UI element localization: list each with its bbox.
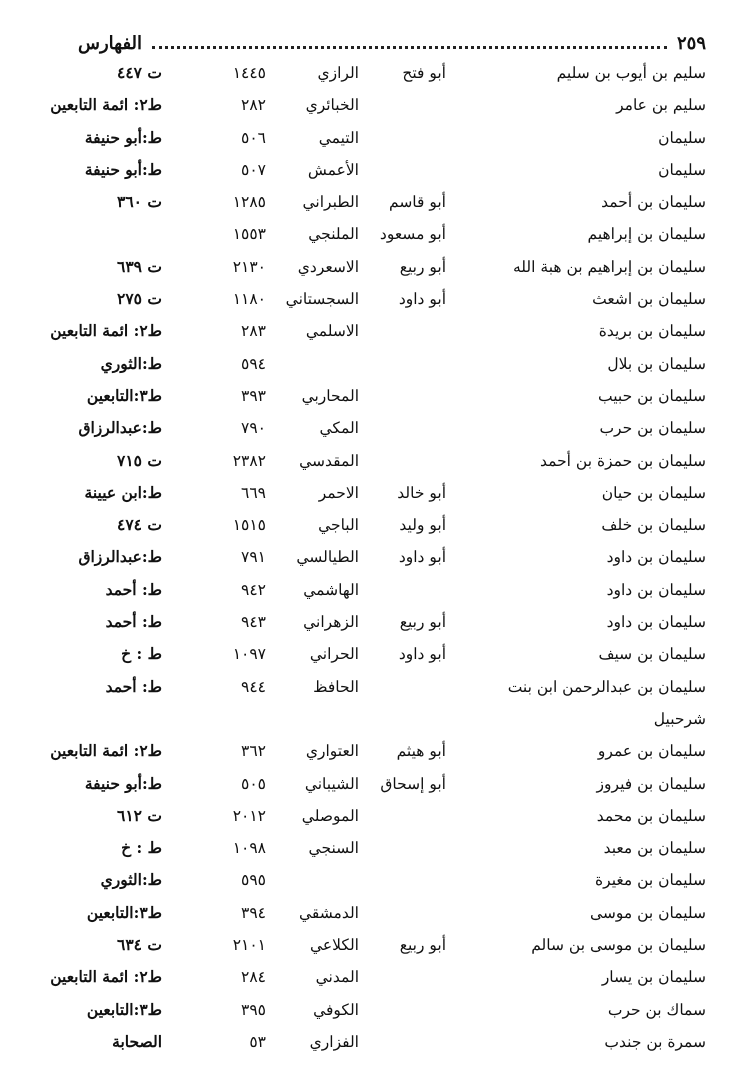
entry-reference: ت ٦١٢ (117, 805, 162, 825)
entry-nisba: السجستاني (285, 290, 359, 309)
entry-nisba: السنجي (308, 839, 359, 858)
index-row (0, 58, 744, 90)
entry-reference: ط: أحمد (105, 612, 162, 632)
entry-kunya: أبو وليد (399, 516, 446, 535)
entry-reference: ت ٣٦٠ (117, 192, 162, 212)
entry-kunya: أبو داود (398, 548, 446, 567)
entry-reference: ط : خ (121, 644, 162, 664)
entry-name: سليمان بن موسى (589, 903, 706, 922)
entry-number: ٢١٠١ (232, 936, 266, 955)
index-row (0, 90, 744, 122)
entry-reference: ط٢: ائمة التابعين (50, 741, 162, 761)
entry-name: سليمان بن حمزة بن أحمد (540, 451, 706, 470)
entry-nisba: الهاشمي (303, 580, 359, 599)
entry-number: ٩٤٣ (241, 613, 266, 632)
entry-nisba: الدمشقي (298, 903, 359, 922)
index-row (0, 510, 744, 542)
index-row (0, 284, 744, 316)
entry-reference: ط٢: ائمة التابعين (50, 95, 162, 115)
entry-number: ١٥١٥ (232, 516, 266, 535)
index-row (0, 736, 744, 768)
entry-name: سليمان بن اشعث (592, 290, 706, 309)
page-header (78, 28, 706, 58)
entry-nisba: التيمي (318, 128, 359, 147)
index-row (0, 769, 744, 801)
entry-kunya: أبو فتح (402, 64, 446, 82)
entry-reference: ط : خ (121, 838, 162, 858)
entry-number: ٥٠٦ (241, 128, 266, 147)
entry-name: سليمان (658, 160, 706, 179)
index-row (0, 252, 744, 284)
entry-name: سليمان بن عبدالرحمن ابن بنت (507, 677, 706, 696)
entry-nisba: الزهراني (303, 613, 359, 632)
index-row (0, 1027, 744, 1059)
entry-number: ٢٨٤ (241, 968, 266, 987)
entry-nisba: الشيباني (304, 774, 359, 793)
entry-name: سمرة بن جندب (604, 1032, 706, 1051)
entry-reference: ط٣:التابعين (86, 902, 162, 922)
entry-reference: ط٣:التابعين (86, 385, 162, 405)
index-row (0, 381, 744, 413)
entry-reference: ط:أبو حنيفة (84, 127, 162, 147)
entry-name: سليمان بن أحمد (601, 193, 706, 212)
entry-number: ٧٩١ (241, 548, 266, 567)
entry-nisba: الاسلمي (305, 322, 359, 341)
entry-kunya: أبو مسعود (379, 225, 446, 244)
entry-name: سليمان بن إبراهيم (587, 225, 706, 244)
entry-nisba: الموصلي (301, 806, 359, 825)
entry-nisba: المحاربي (301, 386, 359, 405)
entry-kunya: أبو خالد (397, 483, 446, 502)
entry-name: سليمان بن خلف (601, 516, 706, 535)
entry-reference: ط٣:التابعين (86, 999, 162, 1019)
entry-number: ٥٣ (249, 1032, 266, 1051)
index-row (0, 607, 744, 639)
entry-kunya: أبو ربيع (399, 936, 446, 955)
entry-reference: ط٢: ائمة التابعين (50, 321, 162, 341)
entry-number: ٥٠٥ (241, 774, 266, 793)
index-row (0, 865, 744, 897)
entry-name: سليمان بن مغيرة (595, 871, 706, 890)
entry-name: سليمان بن داود (606, 613, 706, 632)
entry-number: ٥٩٤ (241, 354, 266, 373)
entry-reference: ت ٧١٥ (117, 450, 162, 470)
entry-number: ٦٦٩ (241, 483, 266, 502)
entry-nisba: المكي (319, 419, 359, 438)
index-table (0, 58, 744, 1059)
entry-kunya: أبو إسحاق (380, 774, 446, 793)
entry-reference: ط:الثوري (100, 870, 162, 890)
index-row (0, 704, 744, 736)
entry-number: ١٠٩٨ (232, 839, 266, 858)
index-row (0, 930, 744, 962)
entry-name: سليمان بن بريدة (598, 322, 706, 341)
entry-number: ٩٤٢ (241, 580, 266, 599)
entry-kunya: أبو هيثم (396, 742, 446, 761)
entry-number: ١٠٩٧ (232, 645, 266, 664)
entry-nisba: الفزاري (309, 1032, 359, 1051)
entry-kunya: أبو داود (398, 645, 446, 664)
index-row (0, 219, 744, 251)
entry-reference: ط:الثوري (100, 353, 162, 373)
entry-nisba: الأعمش (307, 160, 359, 179)
entry-number: ٢١٣٠ (232, 257, 266, 276)
entry-name: شرحبيل (653, 709, 706, 728)
entry-name: سليم بن أيوب بن سليم (556, 64, 706, 82)
entry-number: ٥٩٥ (241, 871, 266, 890)
entry-nisba: الاحمر (318, 483, 359, 502)
entry-name: سليمان بن يسار (601, 968, 706, 987)
entry-reference: ط:أبو حنيفة (84, 159, 162, 179)
entry-reference: ط: أحمد (105, 579, 162, 599)
entry-nisba: الخبائري (305, 96, 359, 115)
entry-name: سليمان بن عمرو (597, 742, 706, 761)
entry-reference: ط:ابن عيينة (84, 482, 162, 502)
entry-reference: ت ٦٣٩ (117, 256, 162, 276)
entry-nisba: العتواري (305, 742, 359, 761)
entry-nisba: الملنجي (308, 225, 359, 244)
entry-nisba: المقدسي (299, 451, 359, 470)
entry-name: سماك بن حرب (607, 1000, 706, 1019)
index-row (0, 349, 744, 381)
entry-number: ١٥٥٣ (232, 225, 266, 244)
page-number: ٢٥٩ (676, 32, 706, 54)
entry-reference: ط:عبدالرزاق (78, 547, 162, 567)
entry-reference: ط:أبو حنيفة (84, 773, 162, 793)
index-row (0, 639, 744, 671)
entry-number: ٢٣٨٢ (232, 451, 266, 470)
entry-kunya: أبو ربيع (399, 613, 446, 632)
entry-name: سليمان بن محمد (596, 806, 706, 825)
entry-number: ١٢٨٥ (232, 193, 266, 212)
index-row (0, 575, 744, 607)
entry-kunya: أبو ربيع (399, 257, 446, 276)
entry-nisba: الطيالسي (296, 548, 359, 567)
entry-number: ٢٠١٢ (232, 806, 266, 825)
entry-name: سليمان بن إبراهيم بن هبة الله (512, 257, 706, 276)
index-row (0, 898, 744, 930)
entry-name: سليمان بن بلال (607, 354, 706, 373)
entry-name: سليمان بن حيان (601, 483, 706, 502)
index-row (0, 123, 744, 155)
index-row (0, 542, 744, 574)
entry-nisba: المدني (315, 968, 359, 987)
entry-reference: ط٢: ائمة التابعين (50, 967, 162, 987)
entry-name: سليمان بن معبد (603, 839, 706, 858)
entry-name: سليمان بن داود (606, 580, 706, 599)
entry-number: ١٤٤٥ (232, 64, 266, 82)
entry-reference: الصحابة (112, 1031, 162, 1051)
index-row (0, 478, 744, 510)
index-row (0, 962, 744, 994)
entry-number: ٣٩٤ (241, 903, 266, 922)
entry-name: سليمان بن موسى بن سالم (531, 936, 706, 955)
entry-kunya: أبو داود (398, 290, 446, 309)
entry-nisba: الطبراني (302, 193, 359, 212)
entry-name: سليمان بن حبيب (598, 386, 706, 405)
index-row (0, 155, 744, 187)
entry-number: ١١٨٠ (232, 290, 266, 309)
entry-number: ٩٤٤ (241, 677, 266, 696)
entry-reference: ط:عبدالرزاق (78, 418, 162, 438)
entry-number: ٧٩٠ (241, 419, 266, 438)
index-row (0, 187, 744, 219)
entry-nisba: الحراني (309, 645, 359, 664)
entry-name: سليمان بن حرب (599, 419, 706, 438)
entry-reference: ت ٦٣٤ (117, 935, 162, 955)
entry-nisba: الكوفي (313, 1000, 359, 1019)
entry-nisba: الاسعردي (297, 257, 359, 276)
entry-number: ٢٨٣ (241, 322, 266, 341)
entry-reference: ت ٤٤٧ (117, 63, 162, 82)
index-row (0, 995, 744, 1027)
entry-kunya: أبو قاسم (389, 193, 446, 212)
entry-reference: ت ٤٧٤ (117, 515, 162, 535)
entry-name: سليمان بن داود (606, 548, 706, 567)
entry-name: سليمان بن فيروز (596, 774, 706, 793)
entry-number: ٣٩٣ (241, 386, 266, 405)
index-row (0, 833, 744, 865)
index-row (0, 316, 744, 348)
entry-nisba: الكلاعي (309, 936, 359, 955)
entry-number: ٣٩٥ (241, 1000, 266, 1019)
index-row (0, 672, 744, 704)
entry-name: سليمان (658, 128, 706, 147)
entry-number: ٣٦٢ (241, 742, 266, 761)
entry-reference: ط: أحمد (105, 676, 162, 696)
index-row (0, 446, 744, 478)
entry-nisba: الحافظ (313, 677, 359, 696)
index-row (0, 801, 744, 833)
entry-reference: ت ٢٧٥ (117, 289, 162, 309)
entry-number: ٥٠٧ (241, 160, 266, 179)
index-row (0, 413, 744, 445)
entry-name: سليم بن عامر (616, 96, 706, 115)
section-title: الفهارس (78, 32, 143, 54)
entry-name: سليمان بن سيف (598, 645, 706, 664)
dotted-leader (152, 46, 667, 49)
entry-nisba: الرازي (317, 64, 359, 82)
entry-number: ٢٨٢ (241, 96, 266, 115)
entry-nisba: الباجي (318, 516, 359, 535)
